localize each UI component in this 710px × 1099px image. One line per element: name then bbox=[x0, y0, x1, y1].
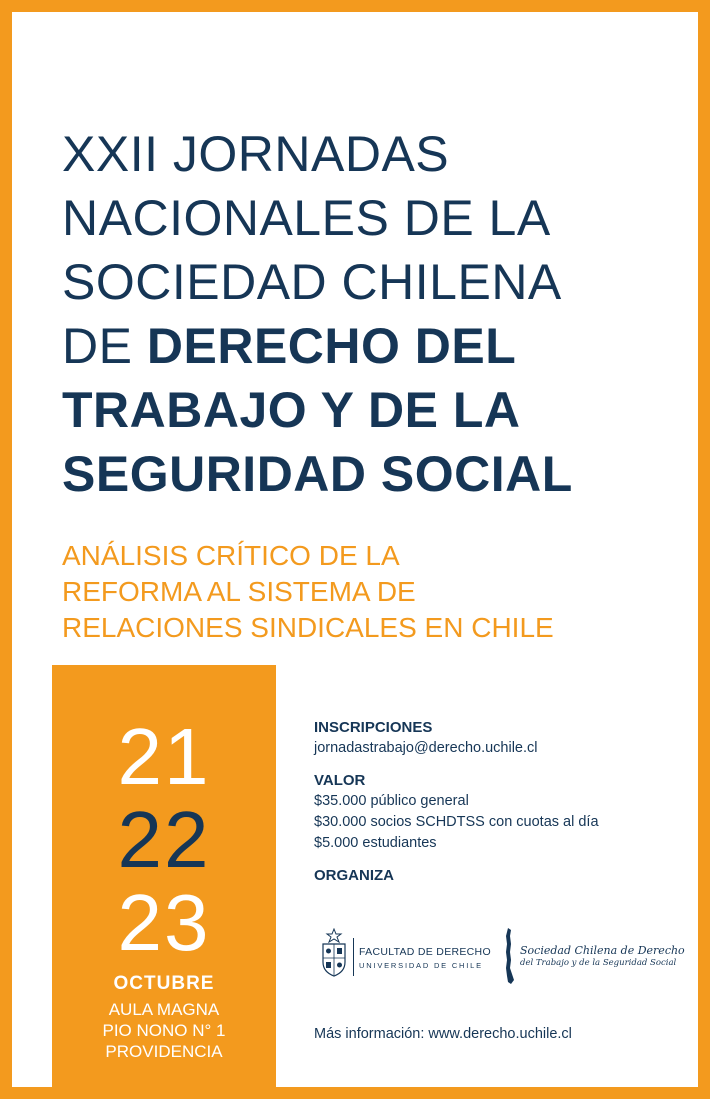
inscripciones-block bbox=[314, 718, 684, 759]
chile-map-icon bbox=[502, 926, 516, 986]
university-crest-icon bbox=[319, 928, 349, 978]
valor-item: $30.000 socios SCHDTSS con cuotas al día bbox=[314, 814, 599, 830]
valor-block bbox=[314, 771, 684, 854]
more-info-link[interactable]: Más información: www.derecho.uchile.cl bbox=[314, 1026, 572, 1042]
date-day-2: 22 bbox=[117, 795, 211, 884]
subtitle-line-1: ANÁLISIS CRÍTICO DE LA bbox=[62, 540, 400, 571]
title-line-5: TRABAJO Y DE LA bbox=[62, 382, 521, 438]
facultad-name: FACULTAD DE DERECHO bbox=[359, 946, 491, 958]
poster bbox=[12, 12, 698, 1087]
title-line-2: NACIONALES DE LA bbox=[62, 190, 551, 246]
event-title bbox=[62, 122, 682, 506]
logo-divider bbox=[353, 938, 354, 976]
venue-line-2: PIO NONO N° 1 bbox=[102, 1021, 226, 1040]
sociedad-name-line-1: Sociedad Chilena de Derecho bbox=[520, 944, 685, 957]
title-line-4-bold: DERECHO DEL bbox=[146, 318, 517, 374]
title-line-4-light: DE bbox=[62, 318, 133, 374]
inscripciones-email-link[interactable]: jornadastrabajo@derecho.uchile.cl bbox=[314, 740, 538, 756]
organizer-logos bbox=[314, 926, 694, 986]
title-line-6: SEGURIDAD SOCIAL bbox=[62, 446, 573, 502]
valor-item: $35.000 público general bbox=[314, 793, 469, 809]
venue-line-3: PROVIDENCIA bbox=[105, 1042, 223, 1061]
facultad-derecho-logo bbox=[314, 926, 491, 982]
organiza-heading: ORGANIZA bbox=[314, 867, 394, 884]
universidad-name: UNIVERSIDAD DE CHILE bbox=[359, 961, 483, 970]
event-subtitle bbox=[62, 538, 662, 646]
venue bbox=[52, 999, 276, 1062]
sociedad-name-line-2: del Trabajo y de la Seguridad Social bbox=[520, 958, 677, 968]
title-line-3: SOCIEDAD CHILENA bbox=[62, 254, 562, 310]
date-month: OCTUBRE bbox=[113, 973, 215, 994]
sociedad-logo bbox=[502, 926, 692, 986]
date-day-3: 23 bbox=[117, 878, 211, 967]
title-line-1: XXII JORNADAS bbox=[62, 126, 450, 182]
valor-item: $5.000 estudiantes bbox=[314, 835, 437, 851]
valor-heading: VALOR bbox=[314, 772, 366, 789]
subtitle-line-3: RELACIONES SINDICALES EN CHILE bbox=[62, 612, 554, 643]
date-panel bbox=[52, 665, 276, 1087]
inscripciones-heading: INSCRIPCIONES bbox=[314, 719, 433, 736]
venue-line-1: AULA MAGNA bbox=[108, 1000, 220, 1019]
info-section bbox=[314, 718, 684, 898]
organiza-block bbox=[314, 866, 684, 886]
subtitle-line-2: REFORMA AL SISTEMA DE bbox=[62, 576, 416, 607]
date-day-1: 21 bbox=[117, 712, 211, 801]
title-line-4 bbox=[62, 314, 682, 378]
